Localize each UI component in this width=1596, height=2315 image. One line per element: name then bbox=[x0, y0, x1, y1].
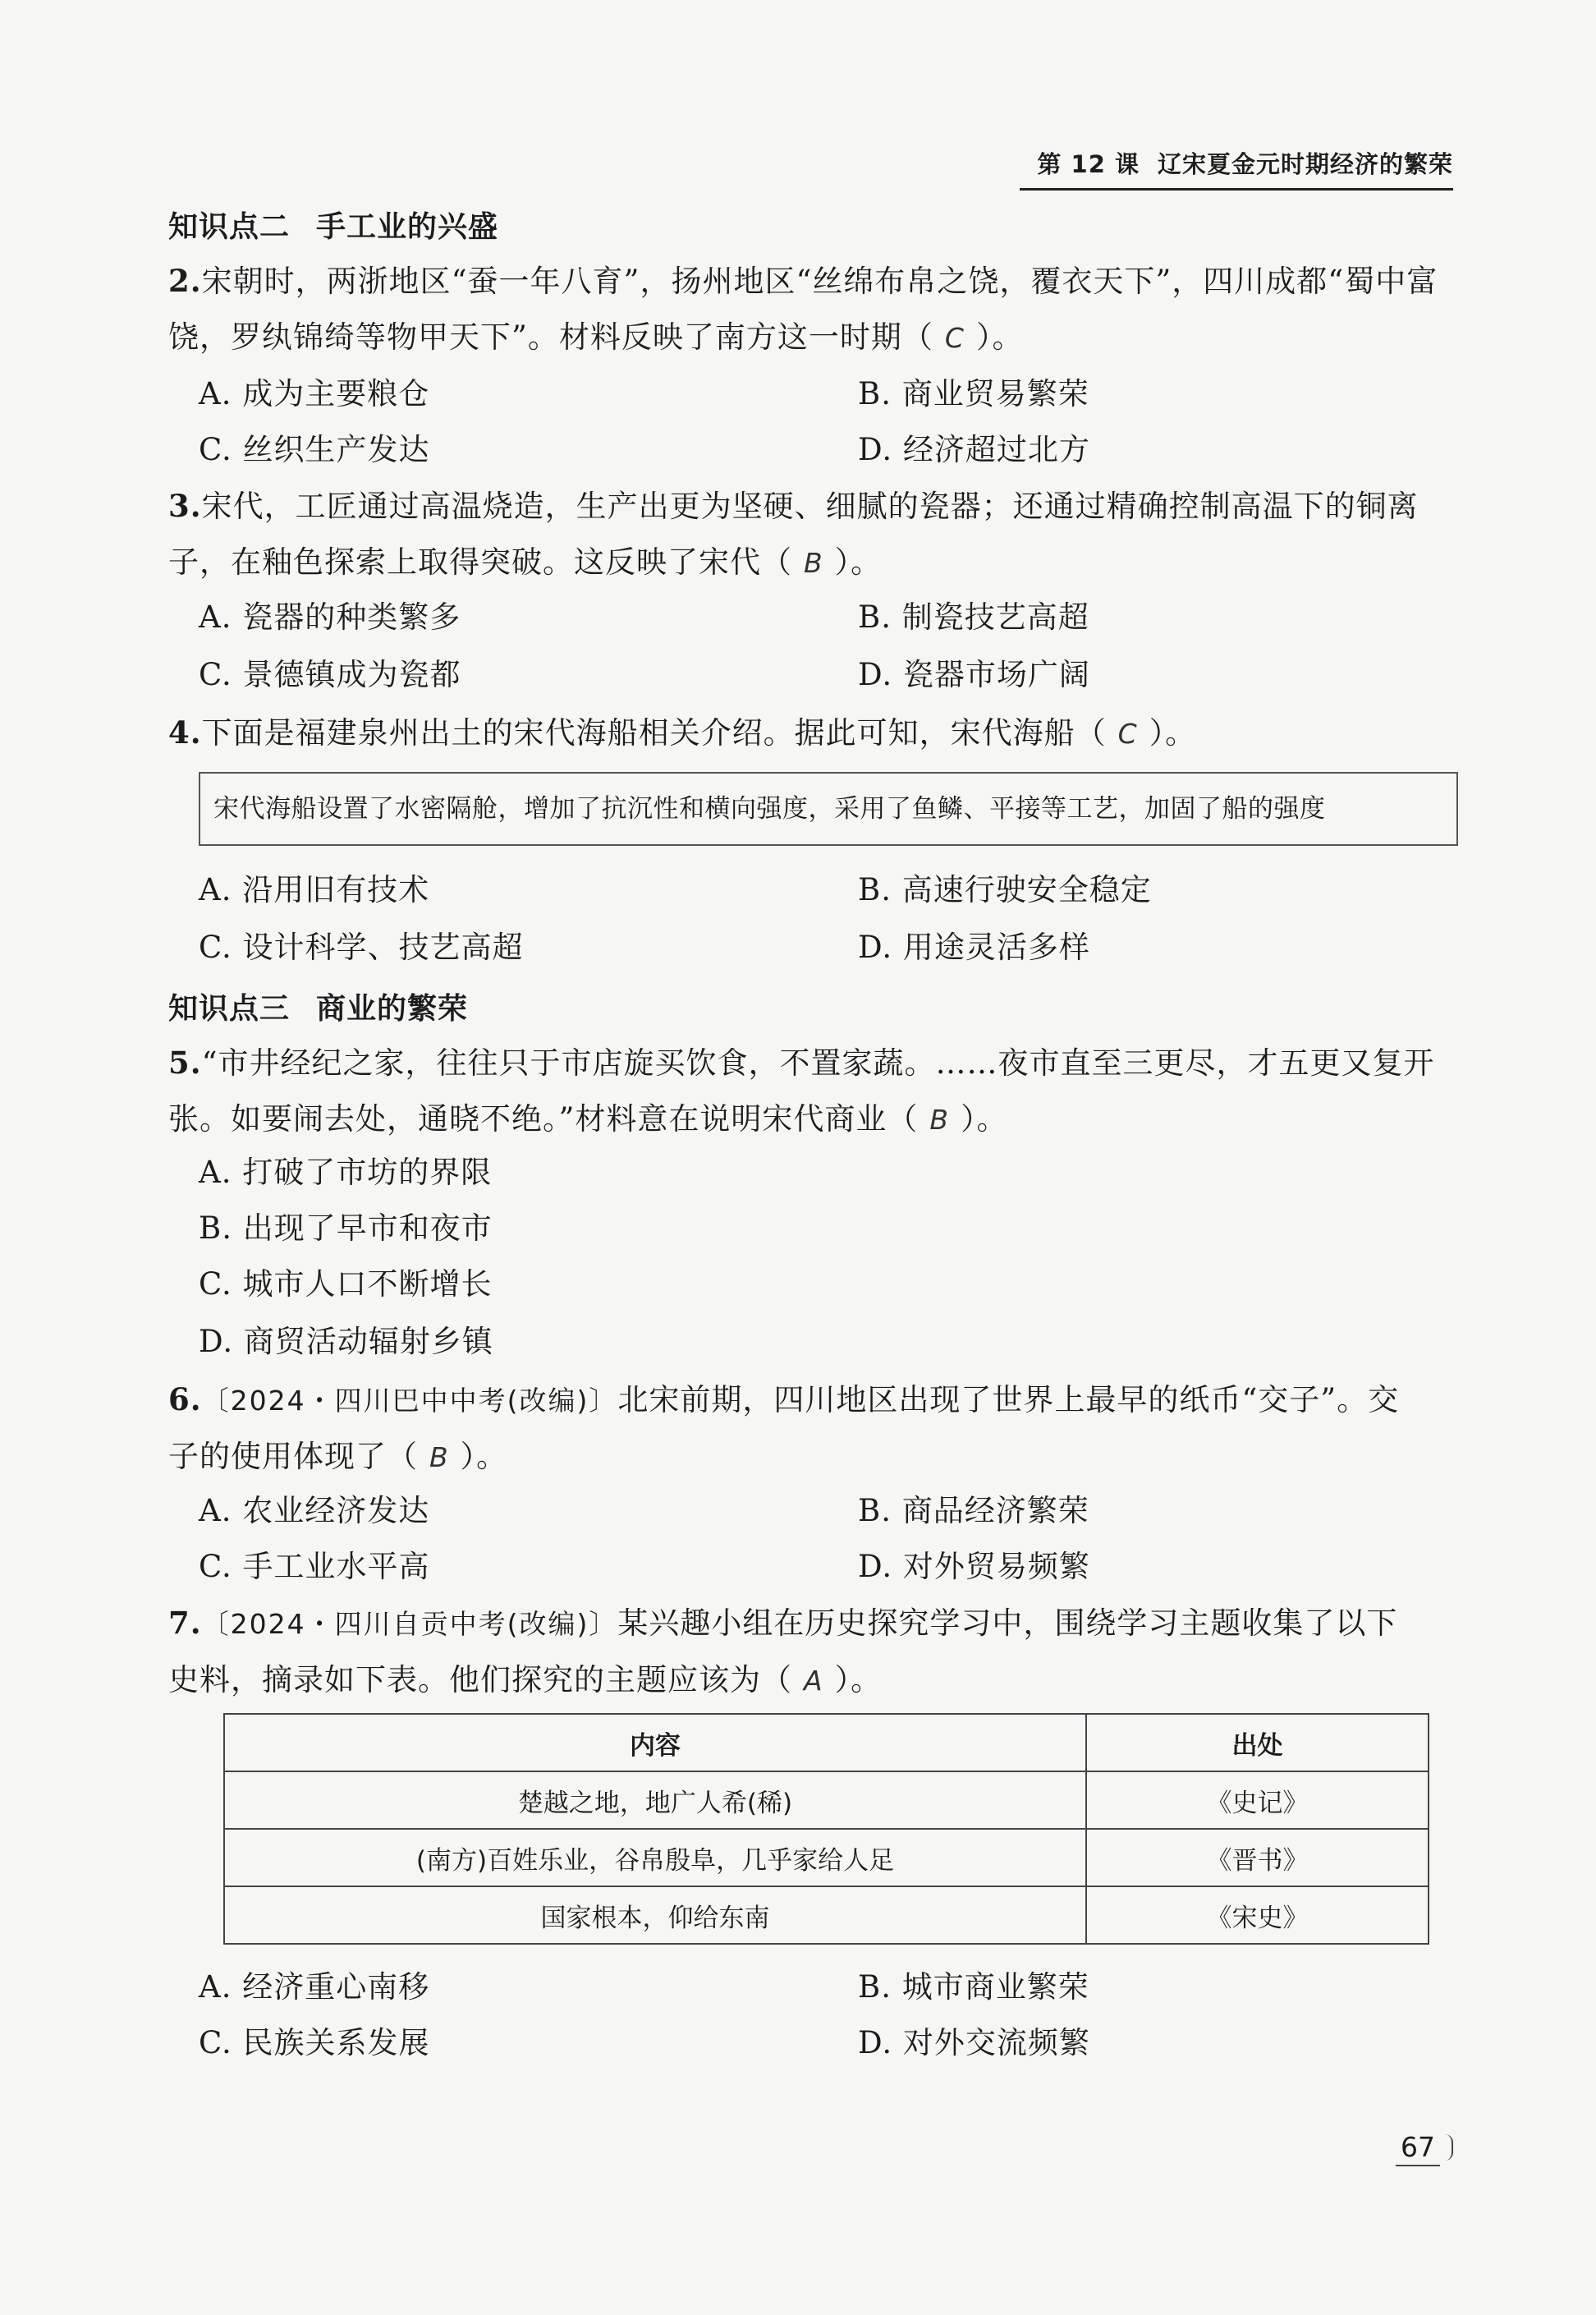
stem-line: 宋代，工匠通过高温烧造，生产出更为坚硬、细腻的瓷器；还通过精确控制高温下的铜离 bbox=[201, 489, 1419, 524]
question-number: 7. bbox=[168, 1605, 202, 1641]
stem-line: 饶，罗纨锦绮等物甲天下”。材料反映了南方这一时期（ bbox=[168, 319, 933, 355]
option-b: B. 城市商业繁荣 bbox=[858, 1969, 1089, 2005]
question-2-stem bbox=[168, 253, 1453, 366]
stem-line-end: ）。 bbox=[834, 1662, 883, 1697]
table-cell: 国家根本，仰给东南 bbox=[224, 1886, 1086, 1944]
stem-line-end: ）。 bbox=[961, 1101, 1008, 1137]
exam-source-tag: 〔2024・四川自贡中考(改编)〕 bbox=[201, 1608, 618, 1640]
stem-line-end: ）。 bbox=[460, 1439, 508, 1474]
option-d: D. 用途灵活多样 bbox=[858, 930, 1090, 965]
page-number: 67 bbox=[1396, 2131, 1440, 2166]
option-a: A. 沿用旧有技术 bbox=[199, 872, 430, 907]
table-row bbox=[224, 1886, 1429, 1944]
option-d: D. 对外贸易频繁 bbox=[858, 1549, 1090, 1584]
table-cell: 《晋书》 bbox=[1086, 1829, 1429, 1886]
option-c: C. 手工业水平高 bbox=[199, 1549, 430, 1584]
section-name: 商业的繁荣 bbox=[316, 992, 469, 1026]
table-cell: 《宋史》 bbox=[1086, 1886, 1429, 1944]
stem-line: “市井经纪之家，往往只于市店旋买饮食，不置家蔬。……夜市直至三更尽，才五更又复开 bbox=[201, 1045, 1435, 1081]
exam-source-tag: 〔2024・四川巴中中考(改编)〕 bbox=[201, 1385, 618, 1417]
question-number: 3. bbox=[168, 488, 202, 524]
option-b: B. 商业贸易繁荣 bbox=[858, 376, 1089, 411]
option-a: A. 成为主要粮仓 bbox=[199, 376, 430, 411]
option-b: B. 出现了早市和夜市 bbox=[199, 1210, 493, 1246]
handwritten-answer: A bbox=[804, 1665, 823, 1697]
question-number: 6. bbox=[168, 1381, 202, 1417]
option-d: D. 商贸活动辐射乡镇 bbox=[199, 1324, 493, 1359]
stem-line: 史料，摘录如下表。他们探究的主题应该为（ bbox=[168, 1662, 792, 1697]
table-header-row bbox=[224, 1714, 1429, 1771]
stem-line: 北宋前期，四川地区出现了世界上最早的纸币“交子”。交 bbox=[617, 1382, 1400, 1417]
stem-line: 某兴趣小组在历史探究学习中，围绕学习主题收集了以下 bbox=[617, 1605, 1398, 1641]
column-header-content: 内容 bbox=[224, 1714, 1086, 1771]
page-header bbox=[1020, 146, 1453, 191]
option-a: A. 农业经济发达 bbox=[199, 1493, 430, 1528]
option-a: A. 瓷器的种类繁多 bbox=[199, 599, 461, 635]
option-d: D. 经济超过北方 bbox=[858, 432, 1090, 467]
table-cell: (南方)百姓乐业，谷帛殷阜，几乎家给人足 bbox=[224, 1829, 1086, 1886]
handwritten-answer: B bbox=[804, 547, 823, 579]
option-b: B. 商品经济繁荣 bbox=[858, 1493, 1089, 1528]
option-c: C. 民族关系发展 bbox=[199, 2025, 430, 2060]
material-box: 宋代海船设置了水密隔舱，增加了抗沉性和横向强度，采用了鱼鳞、平接等工艺，加固了船的强度 bbox=[199, 772, 1458, 846]
column-header-source: 出处 bbox=[1086, 1714, 1429, 1771]
stem-line-end: ）。 bbox=[1149, 715, 1197, 751]
question-number: 2. bbox=[168, 263, 202, 299]
table-row bbox=[224, 1829, 1429, 1886]
stem-line: 张。如要闹去处，通晓不绝。”材料意在说明宋代商业（ bbox=[168, 1101, 919, 1137]
stem-line: 子，在釉色探索上取得突破。这反映了宋代（ bbox=[168, 544, 792, 580]
table-cell: 《史记》 bbox=[1086, 1771, 1429, 1829]
stem-line-end: ）。 bbox=[975, 319, 1024, 355]
section-heading-commerce bbox=[168, 985, 468, 1027]
question-6-stem bbox=[168, 1371, 1453, 1486]
option-c: C. 丝织生产发达 bbox=[199, 432, 430, 467]
question-7-stem bbox=[168, 1595, 1453, 1709]
section-label: 知识点二 bbox=[168, 210, 291, 244]
stem-line-end: ）。 bbox=[834, 544, 883, 580]
handwritten-answer: C bbox=[944, 322, 965, 354]
option-c: C. 景德镇成为瓷都 bbox=[199, 657, 461, 692]
table-row bbox=[224, 1771, 1429, 1829]
option-d: D. 瓷器市场广阔 bbox=[858, 657, 1090, 692]
option-c: C. 城市人口不断增长 bbox=[199, 1266, 493, 1302]
section-label: 知识点三 bbox=[168, 992, 291, 1026]
question-5-stem bbox=[168, 1035, 1453, 1148]
question-number: 4. bbox=[168, 714, 202, 751]
option-c: C. 设计科学、技艺高超 bbox=[199, 930, 524, 965]
lesson-number: 第 12 课 bbox=[1037, 150, 1140, 178]
section-heading-handicraft bbox=[168, 204, 498, 246]
stem-line: 子的使用体现了（ bbox=[168, 1439, 418, 1474]
option-b: B. 制瓷技艺高超 bbox=[858, 599, 1089, 635]
handwritten-answer: B bbox=[929, 1104, 950, 1136]
option-a: A. 经济重心南移 bbox=[199, 1969, 430, 2005]
option-a: A. 打破了市坊的界限 bbox=[199, 1155, 493, 1190]
lesson-title: 辽宋夏金元时期经济的繁荣 bbox=[1157, 150, 1453, 178]
stem-line: 下面是福建泉州出土的宋代海船相关介绍。据此可知，宋代海船（ bbox=[201, 715, 1107, 751]
section-name: 手工业的兴盛 bbox=[316, 210, 499, 244]
stem-line: 宋朝时，两浙地区“蚕一年八育”，扬州地区“丝绵布帛之饶，覆衣天下”，四川成都“蜀中富 bbox=[201, 264, 1438, 299]
table-cell: 楚越之地，地广人希(稀) bbox=[224, 1771, 1086, 1829]
question-number: 5. bbox=[168, 1045, 202, 1081]
option-b: B. 高速行驶安全稳定 bbox=[858, 872, 1152, 907]
option-d: D. 对外交流频繁 bbox=[858, 2025, 1090, 2060]
handwritten-answer: B bbox=[429, 1441, 449, 1473]
question-4-stem bbox=[168, 705, 1453, 762]
handwritten-answer: C bbox=[1117, 718, 1138, 750]
source-table bbox=[223, 1713, 1429, 1945]
question-3-stem bbox=[168, 478, 1453, 591]
